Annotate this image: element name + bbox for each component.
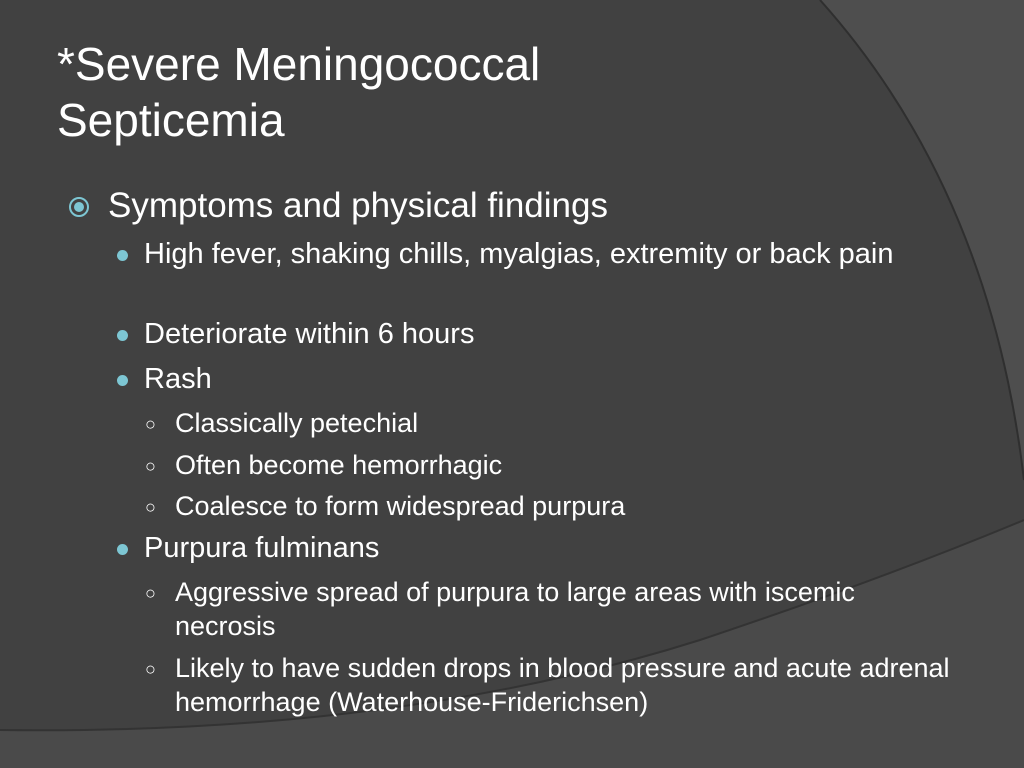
rash-subitem-petechial: Classically petechial <box>175 408 419 438</box>
ring-icon: ○ <box>145 497 156 517</box>
dot-icon <box>117 330 128 341</box>
title-line-1: *Severe Meningococcal <box>57 38 541 90</box>
dot-icon <box>117 250 128 261</box>
heading-symptoms: Symptoms and physical findings <box>108 186 608 225</box>
target-circle-icon <box>68 196 90 218</box>
dot-icon <box>117 375 128 386</box>
ring-icon: ○ <box>145 414 156 434</box>
rash-subitem-hemorrhagic: Often become hemorrhagic <box>175 450 503 480</box>
bullet-fever: High fever, shaking chills, myalgias, extremity or back pain <box>144 238 894 270</box>
ring-icon: ○ <box>145 583 156 603</box>
ring-icon: ○ <box>145 456 156 476</box>
purpura-subitem-bp: Likely to have sudden drops in blood pressure and acute adrenal hemorrhage (Waterhouse-Friderichsen) <box>175 653 950 717</box>
bullet-deteriorate: Deteriorate within 6 hours <box>144 318 475 350</box>
bullet-rash: Rash <box>144 363 212 395</box>
dot-icon <box>117 544 128 555</box>
rash-subitem-coalesce: Coalesce to form widespread purpura <box>175 491 626 521</box>
bullet-purpura: Purpura fulminans <box>144 532 380 564</box>
slide-title <box>57 36 957 148</box>
purpura-subitem-spread: Aggressive spread of purpura to large areas with iscemic necrosis <box>175 577 855 641</box>
ring-icon: ○ <box>145 659 156 679</box>
title-line-2: Septicemia <box>57 94 285 146</box>
